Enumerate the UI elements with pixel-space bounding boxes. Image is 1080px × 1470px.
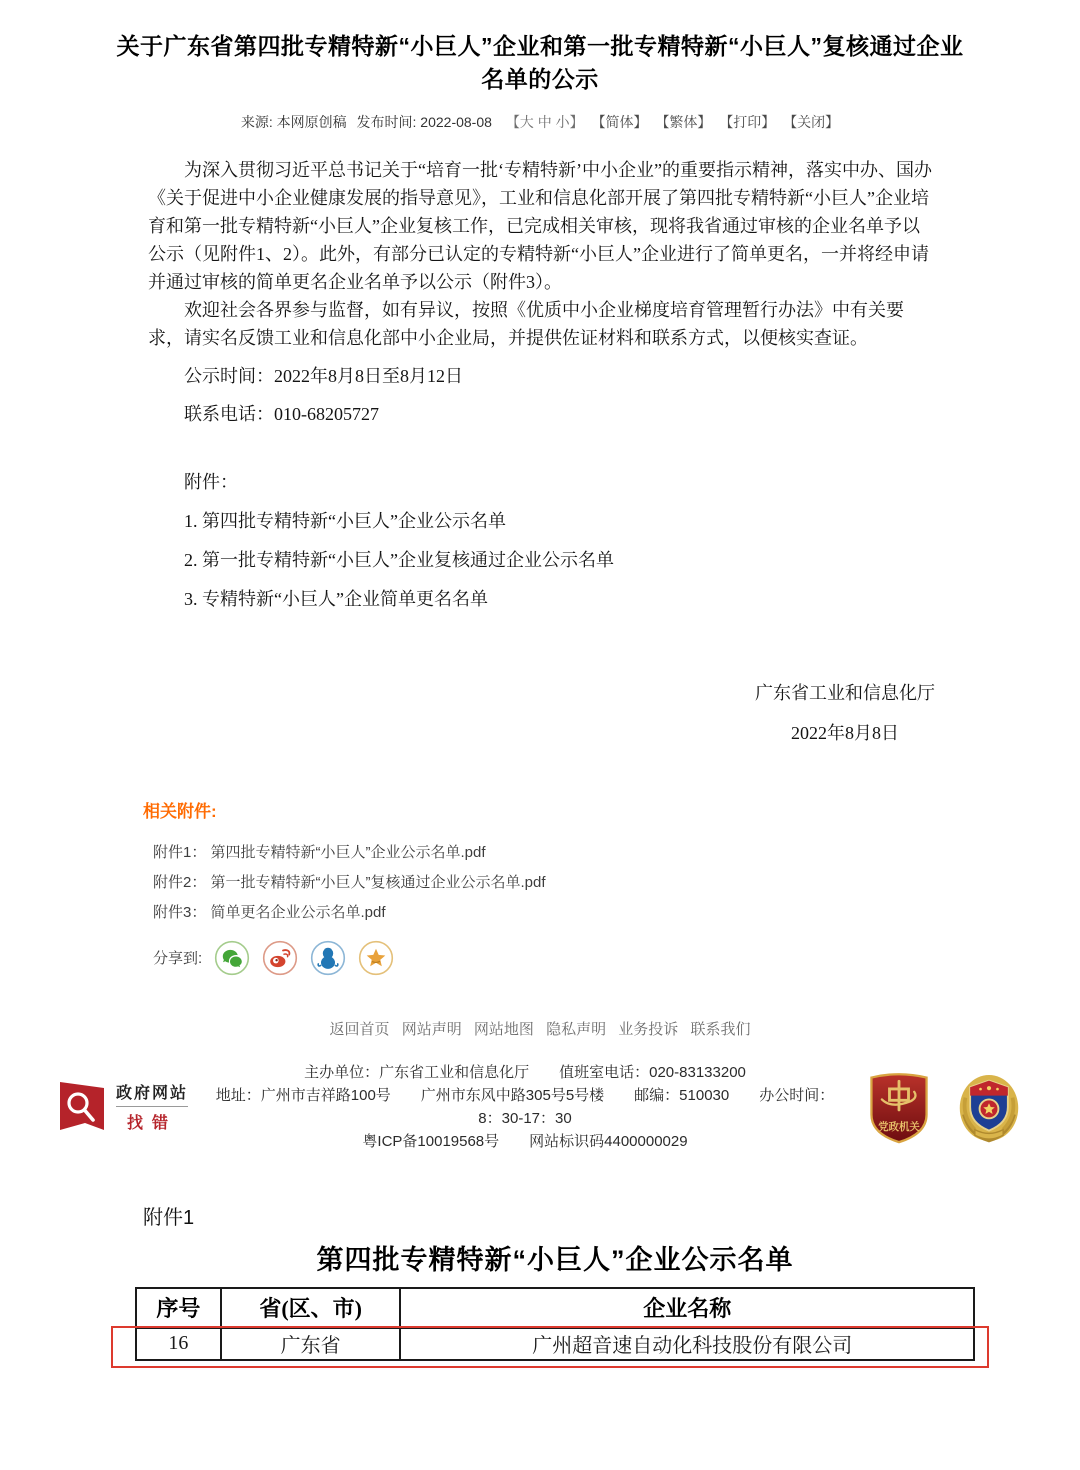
related-file-label: 附件1： xyxy=(153,843,207,861)
table-row xyxy=(136,1328,974,1360)
article-meta xyxy=(0,112,1080,132)
party-gov-badge[interactable] xyxy=(868,1069,930,1145)
footer-link-home[interactable]: 返回首页 xyxy=(329,1020,390,1038)
footer-link-statement[interactable]: 网站声明 xyxy=(401,1020,462,1038)
footer-badges xyxy=(842,1069,1022,1145)
related-file-link[interactable] xyxy=(153,898,935,928)
find-error-line2: 找错 xyxy=(127,1115,178,1133)
attachment-item: 3. 专精特新“小巨人”企业简单更名名单 xyxy=(184,588,488,609)
footer-center-text xyxy=(208,1061,842,1153)
simplified-button[interactable]: 【简体】 xyxy=(591,113,648,130)
attachment-preview-label: 附件1 xyxy=(143,1206,195,1229)
article-source: 来源: 本网原创稿 xyxy=(240,113,347,130)
related-attachments-section xyxy=(143,797,935,976)
related-file-name[interactable]: 简单更名企业公示名单.pdf xyxy=(210,903,386,921)
footer-link-complaint[interactable]: 业务投诉 xyxy=(618,1020,679,1038)
related-file-name[interactable]: 第一批专精特新“小巨人”复核通过企业公示名单.pdf xyxy=(210,873,546,891)
roster-table xyxy=(135,1287,975,1361)
article-paragraph: 欢迎社会各界参与监督，如有异议，按照《优质中小企业梯度培育管理暂行办法》中有关要求，请实名反馈工业和信息化部中小企业局，并提供佐证材料和联系方式，以便核实查证。 xyxy=(148,299,904,348)
footer-host-line: 主办单位：广东省工业和信息化厅 值班室电话：020-83133200 xyxy=(304,1063,746,1081)
wechat-share-icon[interactable] xyxy=(214,940,250,976)
font-size-control[interactable]: 【大 中 小】 xyxy=(505,113,584,130)
row-no-cell: 16 xyxy=(136,1328,221,1360)
related-file-label: 附件2： xyxy=(153,873,207,891)
article-body xyxy=(148,156,935,747)
footer-link-contact[interactable]: 联系我们 xyxy=(690,1020,751,1038)
related-file-label: 附件3： xyxy=(153,903,207,921)
publish-date: 发布时间: 2022-08-08 xyxy=(356,113,492,130)
column-header-company: 企业名称 xyxy=(400,1288,974,1328)
footer-info xyxy=(58,1061,1022,1153)
footer-link-privacy[interactable]: 隐私声明 xyxy=(546,1020,607,1038)
column-header-province: 省(区、市) xyxy=(221,1288,401,1328)
page xyxy=(0,30,1080,1470)
qzone-share-icon[interactable] xyxy=(358,940,394,976)
footer-address-line: 地址：广州市吉祥路100号 广州市东风中路305号5号楼 邮编：510030 办公时间：8：30-17：30 xyxy=(215,1086,835,1127)
row-company-cell: 广州超音速自动化科技股份有限公司 xyxy=(400,1328,974,1360)
contact-phone: 联系电话：010-68205727 xyxy=(184,403,379,424)
related-file-link[interactable] xyxy=(153,838,935,868)
related-file-name[interactable]: 第四批专精特新“小巨人”企业公示名单.pdf xyxy=(210,843,486,861)
traditional-button[interactable]: 【繁体】 xyxy=(655,113,712,130)
party-gov-badge-label: 党政机关 xyxy=(878,1121,920,1133)
print-button[interactable]: 【打印】 xyxy=(719,113,776,130)
find-error-line1: 政府网站 xyxy=(116,1080,188,1107)
public-time: 公示时间：2022年8月8日至8月12日 xyxy=(184,365,463,386)
related-file-link[interactable] xyxy=(153,868,935,898)
attachment-table-title: 第四批专精特新“小巨人”企业公示名单 xyxy=(316,1244,794,1275)
weibo-share-icon[interactable] xyxy=(262,940,298,976)
share-row xyxy=(153,940,935,976)
row-province-cell: 广东省 xyxy=(221,1328,401,1360)
attachment-item: 2. 第一批专精特新“小巨人”企业复核通过企业公示名单 xyxy=(184,549,614,570)
roster-header-row xyxy=(136,1288,974,1328)
share-label: 分享到: xyxy=(153,950,203,968)
find-error-flag-icon xyxy=(58,1080,108,1134)
signature-date: 2022年8月8日 xyxy=(791,722,899,743)
footer-links xyxy=(0,1018,1080,1039)
signature-block xyxy=(148,679,935,747)
signature-org: 广东省工业和信息化厅 xyxy=(755,682,935,703)
find-error-widget[interactable] xyxy=(58,1080,208,1134)
related-attachments-heading: 相关附件: xyxy=(143,801,217,821)
attachment-preview xyxy=(135,1201,975,1361)
roster-table-wrap xyxy=(135,1287,975,1361)
column-header-no: 序号 xyxy=(136,1288,221,1328)
page-title: 关于广东省第四批专精特新“小巨人”企业和第一批专精特新“小巨人”复核通过企业名单的公示 xyxy=(116,33,964,93)
qq-share-icon[interactable] xyxy=(310,940,346,976)
close-button[interactable]: 【关闭】 xyxy=(783,113,840,130)
police-badge[interactable] xyxy=(956,1069,1022,1145)
attachments-label: 附件： xyxy=(184,471,238,492)
footer-icp-line: 粤ICP备10019568号 网站标识码4400000029 xyxy=(362,1132,688,1150)
article-paragraph: 为深入贯彻习近平总书记关于“培育一批‘专精特新’中小企业”的重要指示精神，落实中办、国办《关于促进中小企业健康发展的指导意见》，工业和信息化部开展了第四批专精特新“小巨人”企业培育和第一批专精特新“小巨人”企业复核工作，已完成相关审核，现将我省通过审核的企业名单予以公示（见附件1、2）。此外，有部分已认定的专精特新“小巨人”企业进行了简单更名，一并将经申请并通过审核的简单更名企业名单予以公示（附件3）。 xyxy=(148,159,932,292)
attachment-item: 1. 第四批专精特新“小巨人”企业公示名单 xyxy=(184,510,506,531)
footer-link-sitemap[interactable]: 网站地图 xyxy=(473,1020,534,1038)
